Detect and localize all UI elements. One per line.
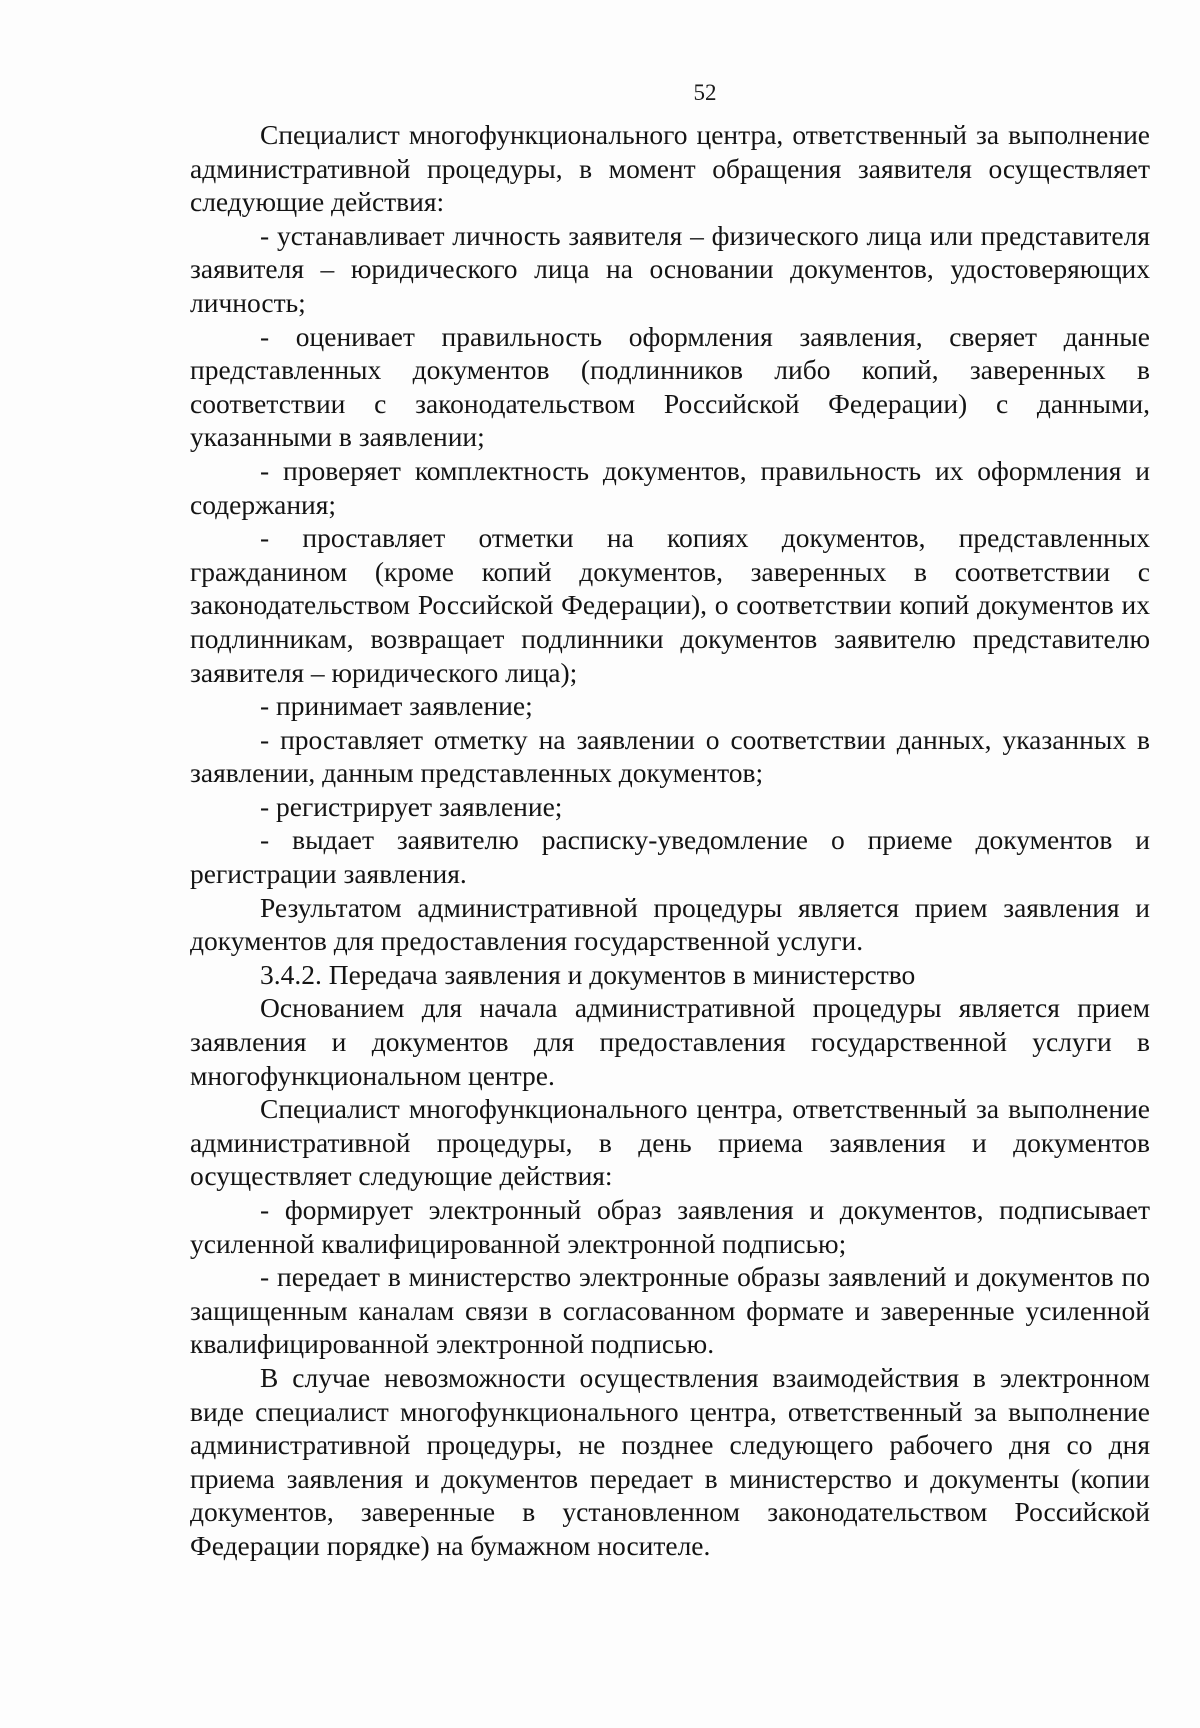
document-body	[190, 118, 1150, 1563]
paragraph: Специалист многофункционального центра, ответственный за выполнение административной процедуры, в момент обращения заявителя осуществляет следующие действия:	[190, 119, 1150, 218]
paragraph: Основанием для начала административной процедуры является прием заявления и документов для предоставления государственной услуги в многофункциональном центре.	[190, 992, 1150, 1091]
paragraph: Специалист многофункционального центра, ответственный за выполнение административной процедуры, в день приема заявления и документов осуществляет следующие действия:	[190, 1093, 1150, 1192]
paragraph: - оценивает правильность оформления заявления, сверяет данные представленных документов (подлинников либо копий, заверенных в соответствии с законодательством Российской Федерации) с данными, указанными в заявлении;	[190, 320, 1150, 453]
paragraph: - устанавливает личность заявителя – физического лица или представителя заявителя – юридического лица на основании документов, удостоверяющих личность;	[190, 219, 1150, 318]
paragraph: - передает в министерство электронные образы заявлений и документов по защищенным каналам связи в согласованном формате и заверенные усиленной квалифицированной электронной подписью.	[190, 1261, 1150, 1360]
paragraph: В случае невозможности осуществления взаимодействия в электронном виде специалист многофункционального центра, ответственный за выполнение административной процедуры, не позднее следующего рабочего дня со дня приема заявления и документов передает в министерство и документы (копии документов, заверенные в установленном законодательством Российской Федерации порядке) на бумажном носителе.	[190, 1361, 1150, 1561]
section-heading: 3.4.2. Передача заявления и документов в министерство	[260, 958, 916, 990]
page-number: 52	[693, 80, 717, 105]
paragraph: - выдает заявителю расписку-уведомление о приеме документов и регистрации заявления.	[190, 824, 1150, 890]
paragraph: - формирует электронный образ заявления и документов, подписывает усиленной квалифицированной электронной подписью;	[190, 1194, 1150, 1259]
paragraph: - регистрирует заявление;	[260, 790, 563, 822]
paragraph: Результатом административной процедуры является прием заявления и документов для предоставления государственной услуги.	[190, 891, 1150, 957]
paragraph: - проставляет отметки на копиях документов, представленных гражданином (кроме копий документов, заверенных в соответствии с законодательством Российской Федерации), о соответствии копий документов их подлинникам, возвращает подлинники документов заявителю представителю заявителя – юридического лица);	[190, 522, 1150, 688]
paragraph: - проверяет комплектность документов, правильность их оформления и содержания;	[190, 454, 1150, 520]
paragraph: - проставляет отметку на заявлении о соответствии данных, указанных в заявлении, данным представленных документов;	[190, 723, 1150, 789]
paragraph: - принимает заявление;	[260, 690, 533, 722]
